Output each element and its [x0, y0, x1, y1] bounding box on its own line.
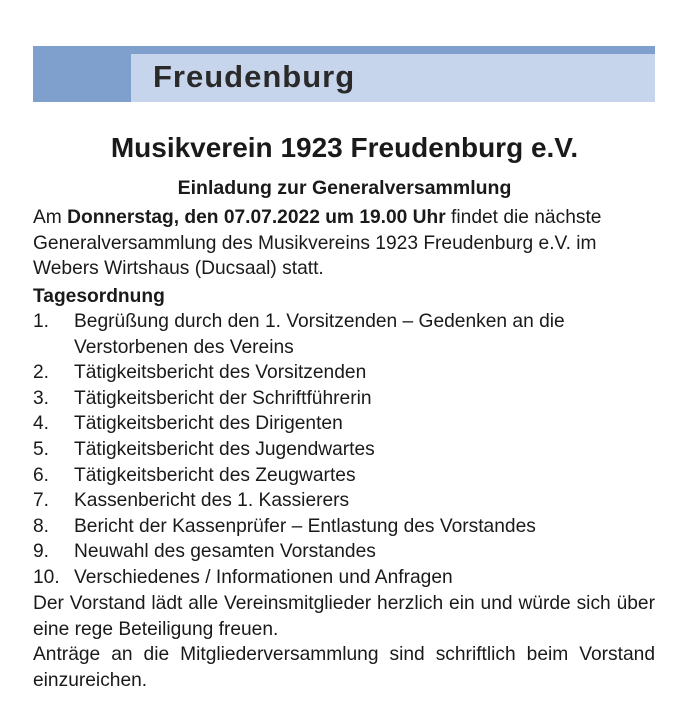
invitation-subtitle: Einladung zur Generalversammlung	[177, 177, 512, 199]
agenda-item	[33, 514, 655, 540]
agenda-item-number: 7.	[33, 490, 50, 512]
agenda-item-number: 8.	[33, 515, 50, 537]
agenda-item-text: Tätigkeitsbericht des Dirigenten	[74, 413, 343, 435]
agenda-item-text: Tätigkeitsbericht des Zeugwartes	[74, 464, 356, 486]
agenda-item	[33, 360, 655, 386]
agenda-item-number: 10.	[33, 566, 60, 588]
agenda-item-text: Kassenbericht des 1. Kassierers	[74, 490, 350, 512]
agenda-item	[33, 386, 655, 412]
agenda-item-text: Tätigkeitsbericht der Schriftführerin	[74, 387, 372, 409]
section-header	[33, 46, 655, 102]
agenda-item	[33, 565, 655, 591]
agenda-item-text: Bericht der Kassenprüfer – Entlastung des Vorstandes	[74, 515, 536, 537]
agenda-item-text: Begrüßung durch den 1. Vorsitzenden – Gedenken an die Verstorbenen des Vereins	[74, 311, 565, 358]
agenda-item-number: 6.	[33, 464, 50, 486]
agenda-item	[33, 309, 655, 360]
agenda-item-text: Verschiedenes / Informationen und Anfragen	[74, 566, 453, 588]
agenda-item-number: 4.	[33, 413, 50, 435]
intro-paragraph	[33, 205, 655, 282]
agenda-item-number: 2.	[33, 362, 50, 384]
closing-paragraph: Der Vorstand lädt alle Vereinsmitglieder herzlich ein und würde sich über eine rege Beteiligung freuen.	[33, 593, 655, 640]
agenda-item	[33, 488, 655, 514]
agenda-item	[33, 437, 655, 463]
agenda-item	[33, 463, 655, 489]
agenda-list	[33, 309, 655, 591]
agenda-item-number: 9.	[33, 541, 50, 563]
agenda-heading: Tagesordnung	[33, 286, 165, 307]
agenda-item-text: Tätigkeitsbericht des Jugendwartes	[74, 438, 375, 460]
club-name: Musikverein 1923 Freudenburg e.V.	[110, 132, 579, 163]
agenda-item	[33, 411, 655, 437]
intro-date: Donnerstag, den 07.07.2022 um 19.00 Uhr	[67, 207, 446, 228]
intro-post: findet die nächste Generalversammlung des Musikvereins 1923 Freudenburg e.V. im Webers Wirtshaus (Ducsaal) statt.	[33, 207, 602, 280]
agenda-item-number: 1.	[33, 311, 50, 332]
agenda-item-text: Tätigkeitsbericht des Vorsitzenden	[74, 362, 367, 384]
agenda-item-number: 5.	[33, 438, 50, 460]
header-accent-block	[33, 54, 131, 102]
agenda-item-text: Neuwahl des gesamten Vorstandes	[74, 541, 376, 563]
agenda-item	[33, 539, 655, 565]
intro-pre: Am	[33, 207, 68, 228]
agenda-item-number: 3.	[33, 387, 50, 409]
motions-paragraph: Anträge an die Mitgliederversammlung sind schriftlich beim Vorstand einzureichen.	[33, 644, 655, 691]
section-title: Freudenburg	[153, 59, 356, 94]
